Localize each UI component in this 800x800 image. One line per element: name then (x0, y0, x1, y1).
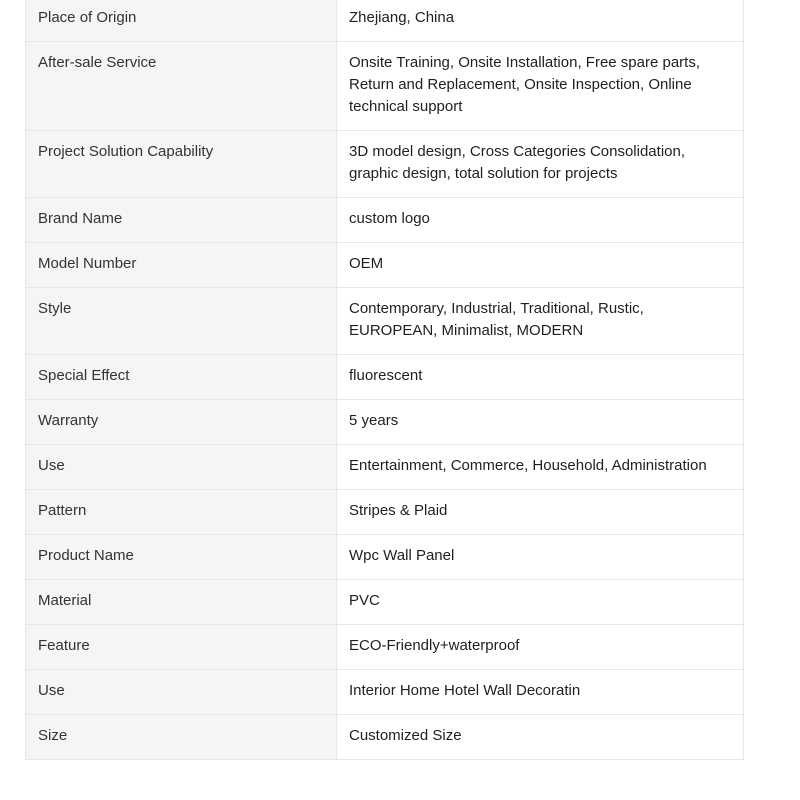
attribute-value: Contemporary, Industrial, Traditional, Rustic, EUROPEAN, Minimalist, MODERN (337, 288, 744, 355)
attribute-value: 5 years (337, 400, 744, 445)
attribute-label: Model Number (26, 243, 337, 288)
attribute-value: custom logo (337, 198, 744, 243)
table-row (26, 131, 744, 198)
attribute-label: Brand Name (26, 198, 337, 243)
attribute-value: ECO-Friendly+waterproof (337, 625, 744, 670)
table-row (26, 580, 744, 625)
table-row (26, 490, 744, 535)
attribute-label: Pattern (26, 490, 337, 535)
attribute-label: Use (26, 445, 337, 490)
table-row (26, 355, 744, 400)
attribute-label: Material (26, 580, 337, 625)
table-row (26, 42, 744, 131)
table-row (26, 625, 744, 670)
attribute-label: Product Name (26, 535, 337, 580)
attribute-value: Zhejiang, China (337, 0, 744, 42)
table-row (26, 243, 744, 288)
attribute-value: OEM (337, 243, 744, 288)
attribute-label: Place of Origin (26, 0, 337, 42)
attribute-label: Warranty (26, 400, 337, 445)
attribute-value: PVC (337, 580, 744, 625)
attribute-value: Entertainment, Commerce, Household, Administration (337, 445, 744, 490)
table-row (26, 198, 744, 243)
table-row (26, 445, 744, 490)
attribute-value: Customized Size (337, 715, 744, 760)
attribute-label: Size (26, 715, 337, 760)
attribute-value: Onsite Training, Onsite Installation, Free spare parts, Return and Replacement, Onsite Inspection, Online technical support (337, 42, 744, 131)
table-row (26, 670, 744, 715)
attribute-value: 3D model design, Cross Categories Consolidation, graphic design, total solution for projects (337, 131, 744, 198)
attribute-label: Feature (26, 625, 337, 670)
table-row (26, 535, 744, 580)
table-row (26, 715, 744, 760)
table-row (26, 288, 744, 355)
attribute-value: Wpc Wall Panel (337, 535, 744, 580)
attribute-value: Interior Home Hotel Wall Decoratin (337, 670, 744, 715)
attribute-value: fluorescent (337, 355, 744, 400)
attribute-label: Use (26, 670, 337, 715)
attribute-value: Stripes & Plaid (337, 490, 744, 535)
table-row (26, 0, 744, 42)
attribute-label: Special Effect (26, 355, 337, 400)
attribute-label: Style (26, 288, 337, 355)
table-row (26, 400, 744, 445)
product-attributes-table (25, 0, 744, 760)
attribute-label: Project Solution Capability (26, 131, 337, 198)
attribute-label: After-sale Service (26, 42, 337, 131)
